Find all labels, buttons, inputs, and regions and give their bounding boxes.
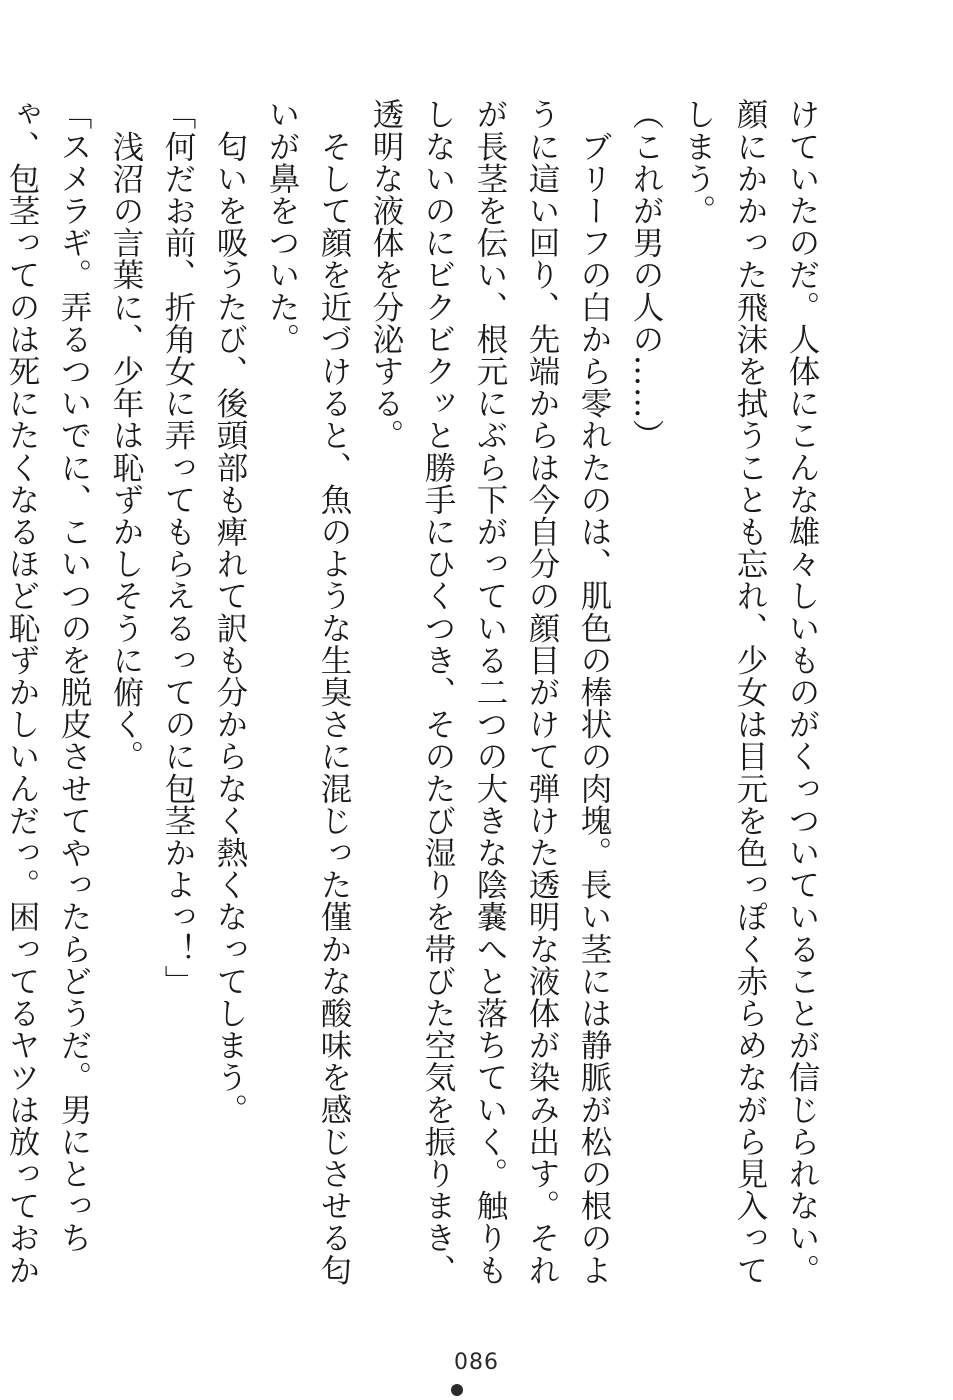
- paragraph: （これが男の人の……）: [628, 98, 664, 452]
- paragraph: 匂いを吸うたび、後頭部も痺れて訳も分からなく熱くなってしまう。: [212, 98, 248, 1126]
- paragraph: けていたのだ。人体にこんな雄々しいものがくっついていることが信じられない。顔にかかった飛沫を拭うことも忘れ、少女は目元を色っぽく赤らめながら見入ってしまう。: [680, 98, 820, 1286]
- paragraph: そして顔を近づけると、魚のような生臭さに混じった僅かな酸味を感じさせる匂いが鼻をついた。: [264, 98, 352, 1286]
- novel-text-block: [4, 98, 828, 1310]
- page-number: 086: [454, 1350, 499, 1375]
- paragraph: ブリーフの白から零れたのは、肌色の棒状の肉塊。長い茎には静脈が松の根のように這い回り、先端からは今自分の顔目がけて弾けた透明な液体が染み出す。それが長茎を伝い、根元にぶら下がっている二つの大きな陰嚢へと落ちていく。触りもしないのにビクビクッと勝手にひくつき、そのたび湿りを帯びた空気を振りまき、透明な液体を分泌する。: [368, 98, 612, 1286]
- paragraph: 「何だお前、折角女に弄ってもらえるってのに包茎かよっ！」: [160, 98, 196, 997]
- page-marker-dot-icon: [451, 1384, 463, 1396]
- paragraph: 浅沼の言葉に、少年は恥ずかしそうに俯く。: [108, 98, 144, 773]
- paragraph: 「スメラギ。弄るついでに、こいつのを脱皮させてやったらどうだ。男にとっちゃ、包茎ってのは死にたくなるほど恥ずかしいんだっ。困ってるヤツは放っておか: [4, 98, 92, 1286]
